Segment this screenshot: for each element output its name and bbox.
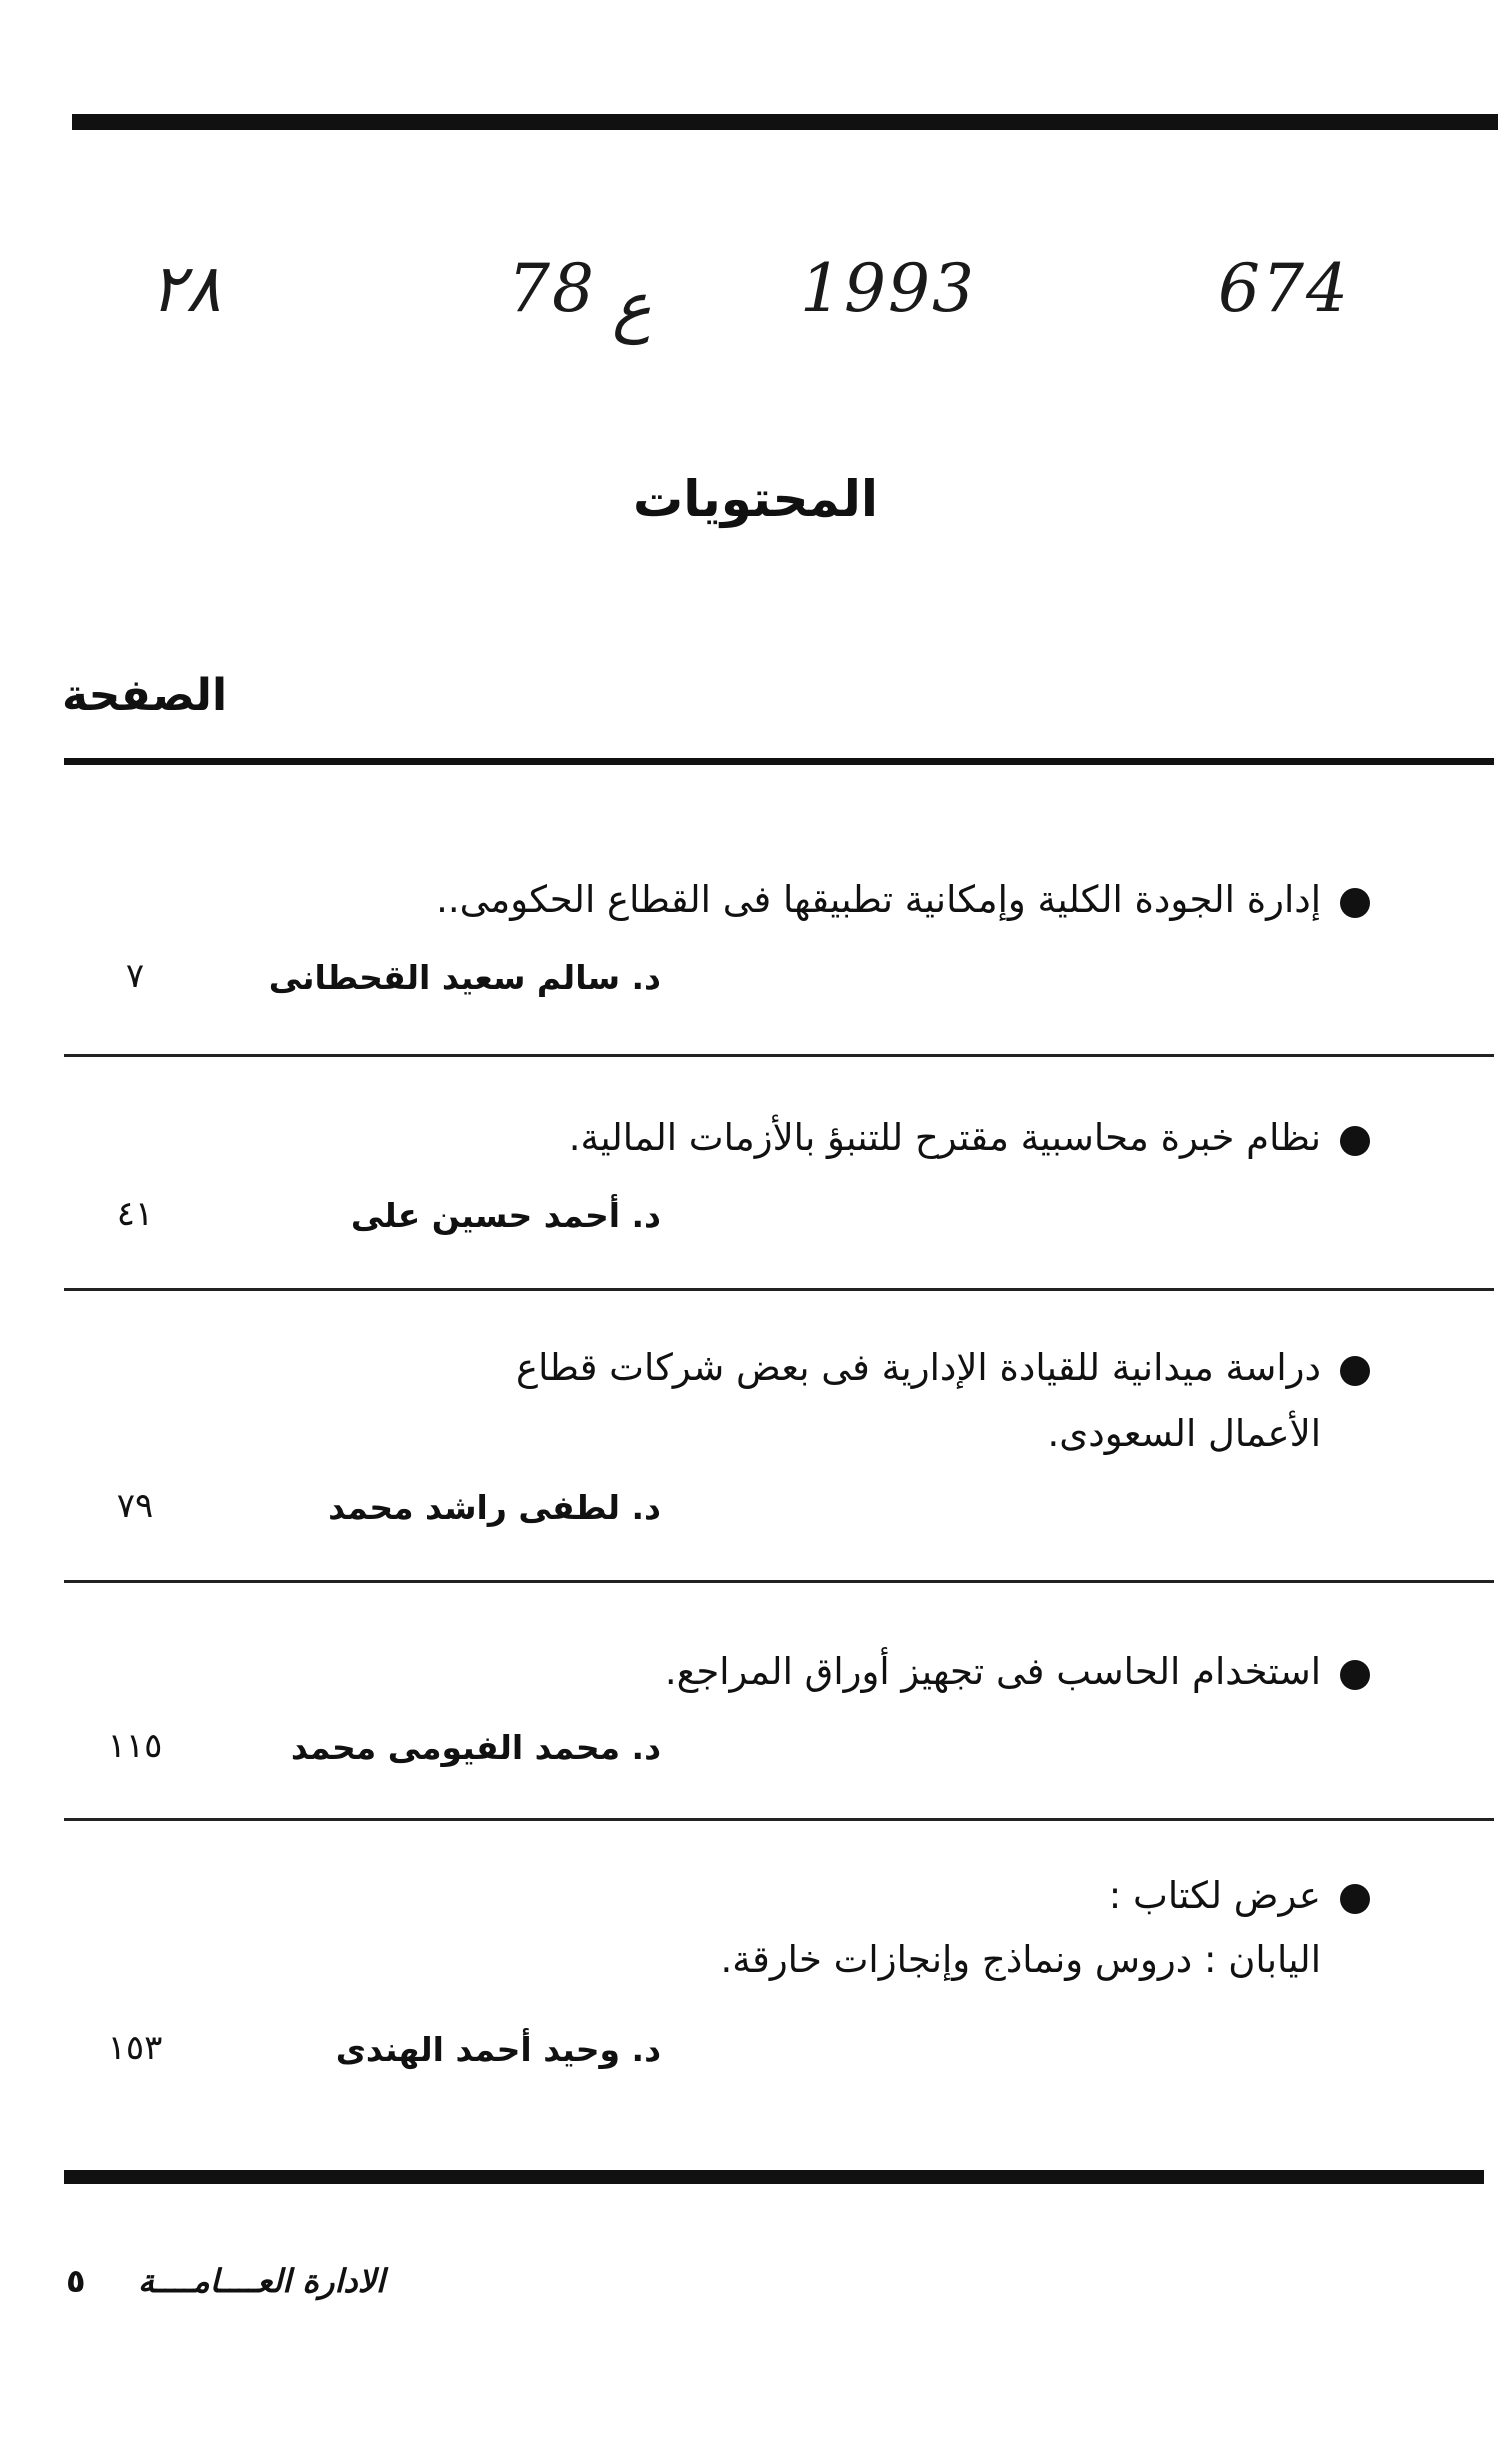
bottom-rule [64,2170,1484,2184]
footer-journal-title: الادارة العــــامــــة [138,2262,385,2300]
entry-separator [64,1054,1494,1057]
entry-page-number: ٤١ [116,1194,154,1234]
top-rule [72,114,1498,130]
header-rule [64,758,1494,765]
handwritten-letter: ع [612,268,652,345]
entry-title-line: عرض لكتاب : [1108,1874,1321,1917]
bullet-icon [1340,1356,1370,1386]
bullet-icon [1340,1884,1370,1914]
entry-separator [64,1580,1494,1583]
entry-author: د. وحيد أحمد الهندى [335,2030,661,2069]
entry-separator [64,1818,1494,1821]
entry-page-number: ١١٥ [107,1726,163,1766]
handwritten-year: 1993 [800,250,976,327]
entry-author: د. لطفى راشد محمد [328,1488,661,1527]
entry-title-line: نظام خبرة محاسبية مقترح للتنبؤ بالأزمات المالية. [568,1116,1321,1159]
entry-page-number: ١٥٣ [107,2028,163,2068]
footer-page-number: ٥ [66,2262,86,2300]
contents-title: المحتويات [632,470,879,528]
handwritten-number: 78 [508,250,596,327]
bullet-icon [1340,888,1370,918]
entry-title-line: دراسة ميدانية للقيادة الإدارية فى بعض شركات قطاع [516,1346,1321,1389]
entry-author: د. أحمد حسين على [350,1196,661,1235]
entry-title-line: استخدام الحاسب فى تجهيز أوراق المراجع. [664,1650,1321,1693]
bullet-icon [1340,1660,1370,1690]
handwritten-code: 674 [1218,250,1350,327]
bullet-icon [1340,1126,1370,1156]
entry-title-line: الأعمال السعودى. [1047,1412,1321,1455]
entry-title-line: اليابان : دروس ونماذج وإنجازات خارقة. [720,1938,1321,1981]
entry-page-number: ٧ [125,956,145,996]
entry-page-number: ٧٩ [116,1486,154,1526]
entry-separator [64,1288,1494,1291]
entry-author: د. سالم سعيد القحطانى [268,958,661,997]
page-column-label: الصفحة [62,670,228,721]
entry-author: د. محمد الفيومى محمد [290,1728,661,1767]
handwritten-issue: ٢٨ [150,250,221,327]
entry-title-line: إدارة الجودة الكلية وإمكانية تطبيقها فى القطاع الحكومى.. [436,878,1321,921]
